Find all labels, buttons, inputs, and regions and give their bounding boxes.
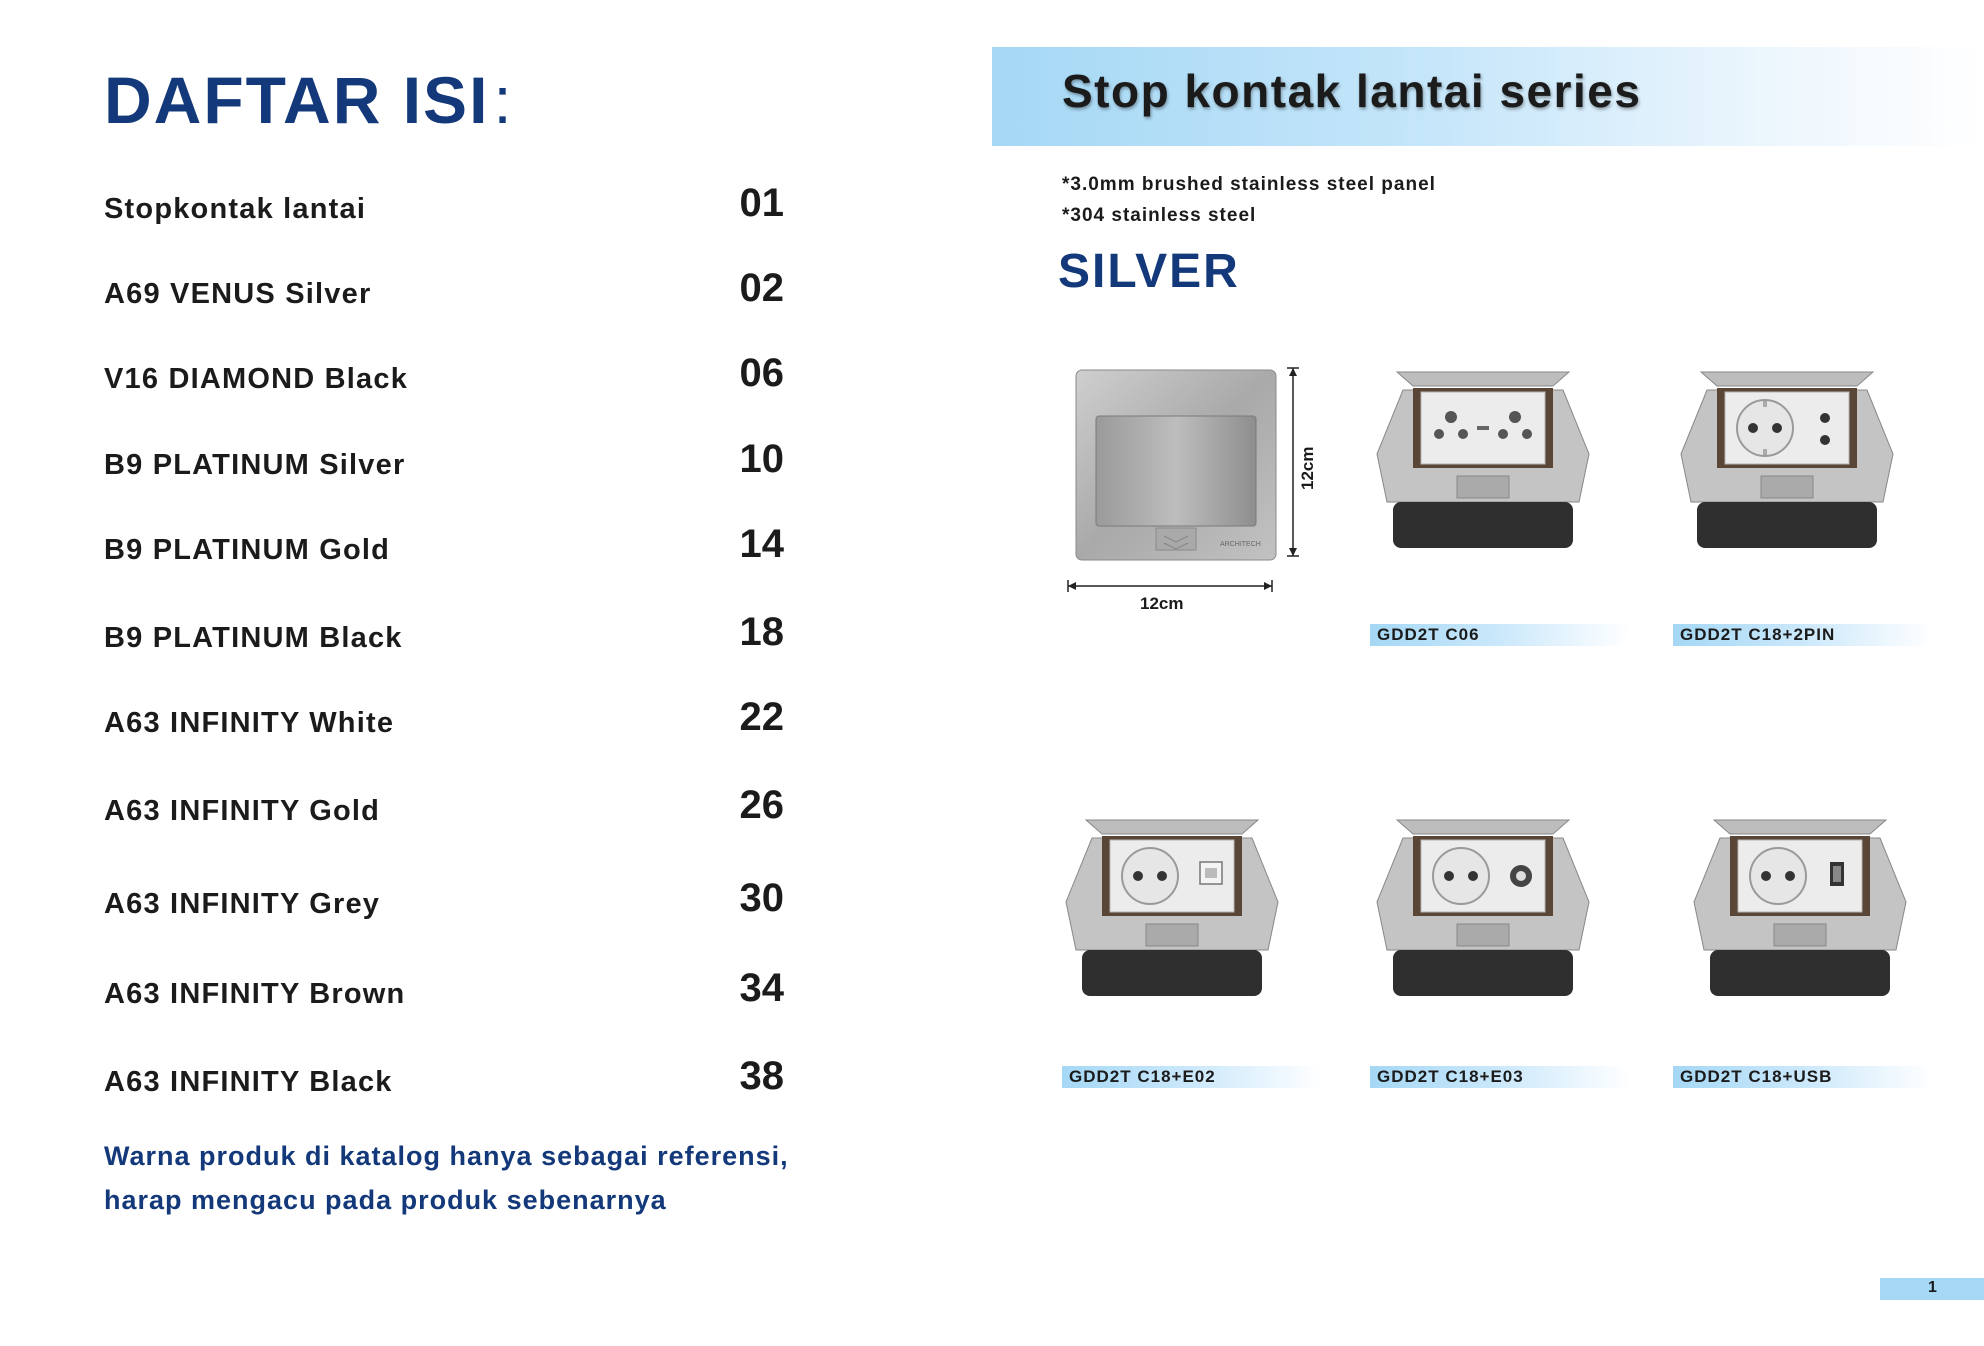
toc-item-page: 30 (739, 876, 784, 920)
series-title: Stop kontak lantai series (1062, 65, 1642, 117)
toc-title-text: DAFTAR ISI (104, 63, 490, 137)
toc-item[interactable] (104, 517, 784, 567)
product-code: GDD2T C18+USB (1680, 1067, 1833, 1086)
toc-item-page: 06 (739, 351, 784, 395)
spec-panel: *3.0mm brushed stainless steel panel (1062, 174, 1436, 195)
toc-item-label: A69 VENUS Silver (104, 278, 372, 310)
disclaimer-line-2: harap mengacu pada produk sebenarnya (104, 1185, 667, 1215)
product-schuko-coax-socket[interactable] (1373, 818, 1593, 1002)
product-schuko-usb-socket[interactable] (1690, 818, 1910, 1002)
toc-item-label: A63 INFINITY Black (104, 1066, 393, 1098)
product-caption (1673, 624, 1933, 646)
product-caption (1673, 1066, 1933, 1088)
toc-item[interactable] (104, 176, 784, 226)
product-code: GDD2T C18+E03 (1377, 1067, 1524, 1086)
page-number: 1 (1928, 1279, 1937, 1296)
toc-item-page: 22 (739, 695, 784, 739)
closed-cover-product (1062, 360, 1332, 620)
product-code: GDD2T C18+E02 (1069, 1067, 1216, 1086)
series-color-label: SILVER (1058, 245, 1240, 298)
toc-item-label: A63 INFINITY Grey (104, 888, 381, 920)
disclaimer-line-1: Warna produk di katalog hanya sebagai referensi, (104, 1141, 789, 1171)
toc-item[interactable] (104, 871, 784, 921)
toc-item-page: 01 (739, 181, 784, 225)
toc-item-label: A63 INFINITY White (104, 707, 395, 739)
schuko-2pin-socket-icon (1677, 370, 1897, 554)
toc-item-label: B9 PLATINUM Black (104, 622, 403, 654)
toc-item-label: V16 DIAMOND Black (104, 363, 409, 395)
toc-item-label: Stopkontak lantai (104, 193, 367, 225)
page-number-bar (1880, 1278, 1984, 1300)
toc-item-page: 14 (739, 522, 784, 566)
product-caption (1370, 624, 1630, 646)
schuko-usb-socket-icon (1690, 818, 1910, 1002)
toc-item-label: A63 INFINITY Brown (104, 978, 406, 1010)
toc-item-label: B9 PLATINUM Gold (104, 534, 391, 566)
toc-item-page: 34 (739, 966, 784, 1010)
product-code: GDD2T C06 (1377, 625, 1480, 644)
toc-item-label: B9 PLATINUM Silver (104, 449, 406, 481)
toc-item[interactable] (104, 1049, 784, 1099)
brand-mark: ARCHITECH (1220, 541, 1261, 548)
product-universal-socket[interactable] (1373, 370, 1593, 554)
toc-title (104, 62, 514, 138)
toc-item-page: 02 (739, 266, 784, 310)
toc-item[interactable] (104, 346, 784, 396)
product-code: GDD2T C18+2PIN (1680, 625, 1836, 644)
universal-socket-icon (1373, 370, 1593, 554)
toc-item[interactable] (104, 605, 784, 655)
toc-item[interactable] (104, 690, 784, 740)
dim-height-label: 12cm (1298, 446, 1317, 490)
product-caption (1062, 1066, 1322, 1088)
dim-width-label: 12cm (1140, 594, 1184, 613)
toc-item[interactable] (104, 778, 784, 828)
toc-item-page: 38 (739, 1054, 784, 1098)
toc-title-colon: : (493, 63, 514, 137)
product-schuko-2pin-socket[interactable] (1677, 370, 1897, 554)
toc-item-page: 18 (739, 610, 784, 654)
product-caption (1370, 1066, 1630, 1088)
toc-item-page: 10 (739, 437, 784, 481)
schuko-coax-socket-icon (1373, 818, 1593, 1002)
toc-item[interactable] (104, 961, 784, 1011)
spec-material: *304 stainless steel (1062, 205, 1257, 226)
product-schuko-data-socket[interactable] (1062, 818, 1282, 1002)
toc-item[interactable] (104, 432, 784, 482)
toc-item-label: A63 INFINITY Gold (104, 795, 381, 827)
toc-item-page: 26 (739, 783, 784, 827)
schuko-data-socket-icon (1062, 818, 1282, 1002)
closed-cover-illustration (1062, 360, 1332, 620)
toc-item[interactable] (104, 261, 784, 311)
